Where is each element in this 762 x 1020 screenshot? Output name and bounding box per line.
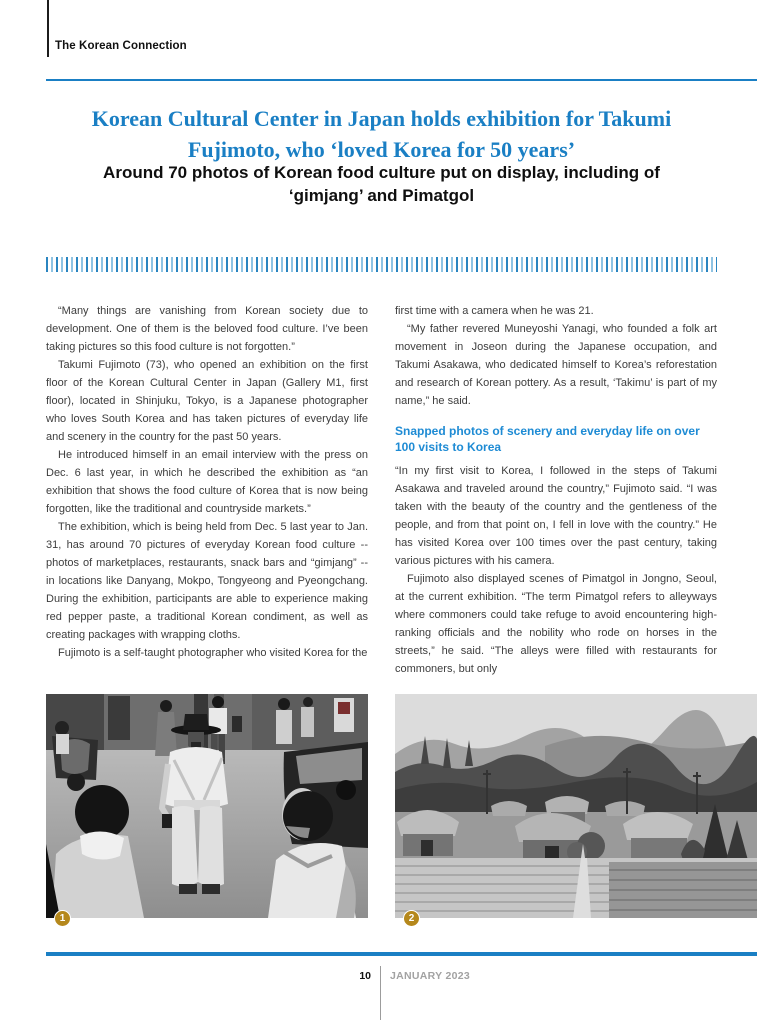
article-subtitle <box>46 161 717 207</box>
article-subtitle-text: Around 70 photos of Korean food culture put on display, including of ‘gimjang’ and Pimatgol <box>103 163 660 205</box>
paragraph: Fujimoto also displayed scenes of Pimatgol in Jongno, Seoul, at the current exhibition. “The term Pimatgol refers to alleyways where commoners could take refuge to avoid encountering high-ranking officials and the nobility who rode on horses in the streets,” he said. “The alleys were filled with restaurants for commoners, but only <box>395 573 717 675</box>
paragraph: The exhibition, which is being held from Dec. 5 last year to Jan. 31, has around 70 pictures of everyday Korean food culture -- photos of marketplaces, restaurants, snack bars and “gimjang” -- in locations like Danyang, Mokpo, Tongyeong and Pyeongchang. During the exhibition, participants are able to experience making red pepper paste, a traditional Korean condiment, as well as creating packages with wrapping cloths. <box>46 521 368 641</box>
issue-date: JANUARY 2023 <box>390 970 471 982</box>
street-scene-illustration <box>46 694 368 918</box>
page-number: 10 <box>359 970 371 982</box>
column-right-bottom <box>395 462 717 678</box>
paragraph: first time with a camera when he was 21. <box>395 305 594 317</box>
header-rule <box>46 79 757 81</box>
paragraph: He introduced himself in an email interview with the press on Dec. 6 last year, in which he described the exhibition as “an exhibition that shows the food culture of Korea that is now being forgotten, like the traditional and countryside markets.” <box>46 449 368 515</box>
section-subhead: Snapped photos of scenery and everyday life on over 100 visits to Korea <box>395 424 700 454</box>
column-right-top <box>395 302 717 410</box>
photo-street-scene <box>46 694 368 924</box>
article-body <box>46 302 717 678</box>
paragraph: Fujimoto is a self-taught photographer who visited Korea for the <box>58 647 368 659</box>
section-label: The Korean Connection <box>55 40 187 52</box>
photo-badge-2: 2 <box>403 910 420 927</box>
footer-rule <box>46 952 757 956</box>
photo-village-landscape <box>395 694 757 924</box>
village-landscape-illustration <box>395 694 757 918</box>
photo-badge-1: 1 <box>54 910 71 927</box>
paragraph: Takumi Fujimoto (73), who opened an exhibition on the first floor of the Korean Cultural Center in Japan (Gallery M1, first floor), located in Shinjuku, Tokyo, is a Japanese photographer who loves South Korea and has taken pictures of everyday life and scenery in the country for the past 50 years. <box>46 359 368 443</box>
column-left <box>46 302 368 678</box>
paragraph: “In my first visit to Korea, I followed in the steps of Takumi Asakawa and traveled around the country,” Fujimoto said. “I was taken with the beauty of the country and the gentleness of the people, and from that point on, I fell in love with the country.” He has visited Korea over 100 times over the past century, taking various pictures with his camera. <box>395 465 717 567</box>
article-title <box>46 103 717 165</box>
folio <box>290 966 470 1020</box>
paragraph: “Many things are vanishing from Korean society due to development. One of them is the beloved food culture. I’ve been taking pictures so this food culture is not forgotten.” <box>46 305 368 353</box>
column-right <box>395 302 717 678</box>
paragraph: “My father revered Muneyoshi Yanagi, who founded a folk art movement in Joseon during the Japanese occupation, and Takumi Asakawa, who dedicated himself to Korea’s reforestation and research of Korean pottery. As a result, ‘Takimu’ is part of my name,” he said. <box>395 323 717 407</box>
striped-divider <box>46 257 717 272</box>
kicker-rule <box>47 0 49 57</box>
article-title-text: Korean Cultural Center in Japan holds exhibition for Takumi Fujimoto, who ‘loved Korea for 50 years’ <box>91 106 672 162</box>
